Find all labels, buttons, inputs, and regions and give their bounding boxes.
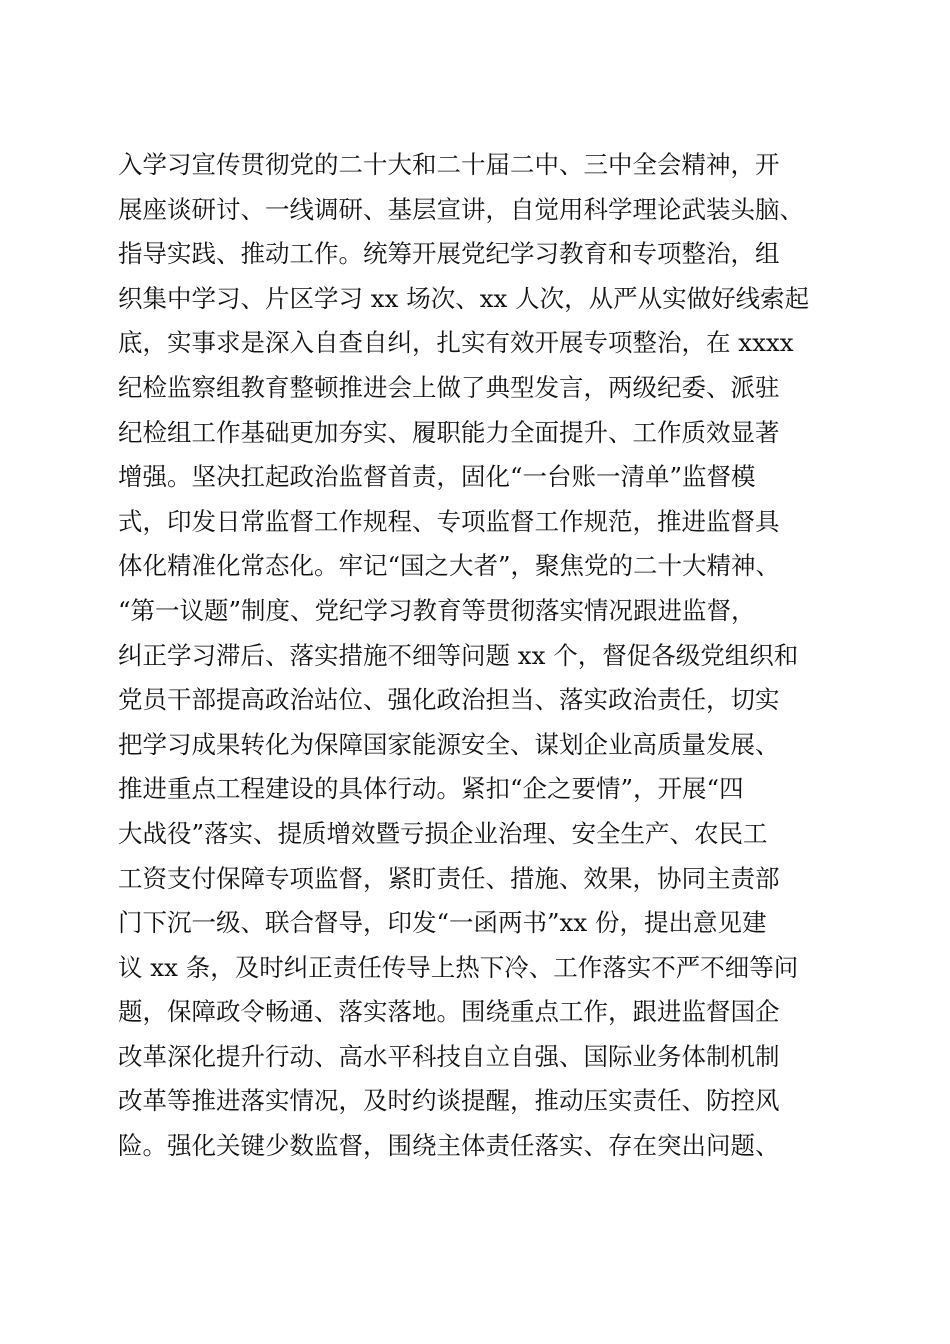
text-line: 改革等推进落实情况，及时约谈提醒，推动压实责任、防控风 — [118, 1086, 780, 1116]
text-line: 入学习宣传贯彻党的二十大和二十届二中、三中全会精神，开 — [118, 150, 780, 179]
text-line: 纪检监察组教育整顿推进会上做了典型发言，两级纪委、派驻 — [118, 372, 780, 402]
text-line: 底，实事求是深入自查自纠，扎实有效开展专项整治，在 xxxx — [118, 328, 794, 358]
text-line: “第一议题”制度、党纪学习教育等贯彻落实情况跟进监督， — [118, 595, 756, 625]
text-line: 纪检组工作基础更加夯实、履职能力全面提升、工作质效显著 — [118, 417, 780, 447]
text-line: 体化精准化常态化。牢记“国之大者”，聚焦党的二十大精神、 — [118, 551, 781, 581]
text-line: 把学习成果转化为保障国家能源安全、谋划企业高质量发展、 — [118, 729, 780, 759]
text-line: 门下沉一级、联合督导，印发“一函两书”xx 份，提出意见建 — [118, 908, 767, 938]
text-line: 推进重点工程建设的具体行动。紧扣“企之要情”，开展“四 — [118, 774, 744, 804]
text-line: 题，保障政令畅通、落实落地。围绕重点工作，跟进监督国企 — [118, 997, 780, 1027]
text-line: 纠正学习滞后、落实措施不细等问题 xx 个，督促各级党组织和 — [118, 640, 799, 670]
text-line: 改革深化提升行动、高水平科技自立自强、国际业务体制机制 — [118, 1041, 780, 1071]
text-line: 展座谈研讨、一线调研、基层宣讲，自觉用科学理论武装头脑、 — [118, 194, 804, 224]
text-line: 大战役”落实、提质增效暨亏损企业治理、安全生产、农民工 — [118, 818, 768, 848]
text-line: 式，印发日常监督工作规程、专项监督工作规范，推进监督具 — [118, 506, 780, 536]
text-line: 指导实践、推动工作。统筹开展党纪学习教育和专项整治，组 — [118, 239, 780, 269]
text-line: 织集中学习、片区学习 xx 场次、xx 人次，从严从实做好线索起 — [118, 283, 810, 313]
body-text — [118, 143, 838, 1169]
text-line: 议 xx 条，及时纠正责任传导上热下冷、工作落实不严不细等问 — [118, 952, 799, 982]
text-line: 增强。坚决扛起政治监督首责，固化“一台账一清单”监督模 — [118, 462, 756, 492]
text-line: 险。强化关键少数监督，围绕主体责任落实、存在突出问题、 — [118, 1131, 780, 1161]
text-line: 工资支付保障专项监督，紧盯责任、措施、效果，协同主责部 — [118, 863, 780, 893]
text-line: 党员干部提高政治站位、强化政治担当、落实政治责任，切实 — [118, 685, 780, 715]
